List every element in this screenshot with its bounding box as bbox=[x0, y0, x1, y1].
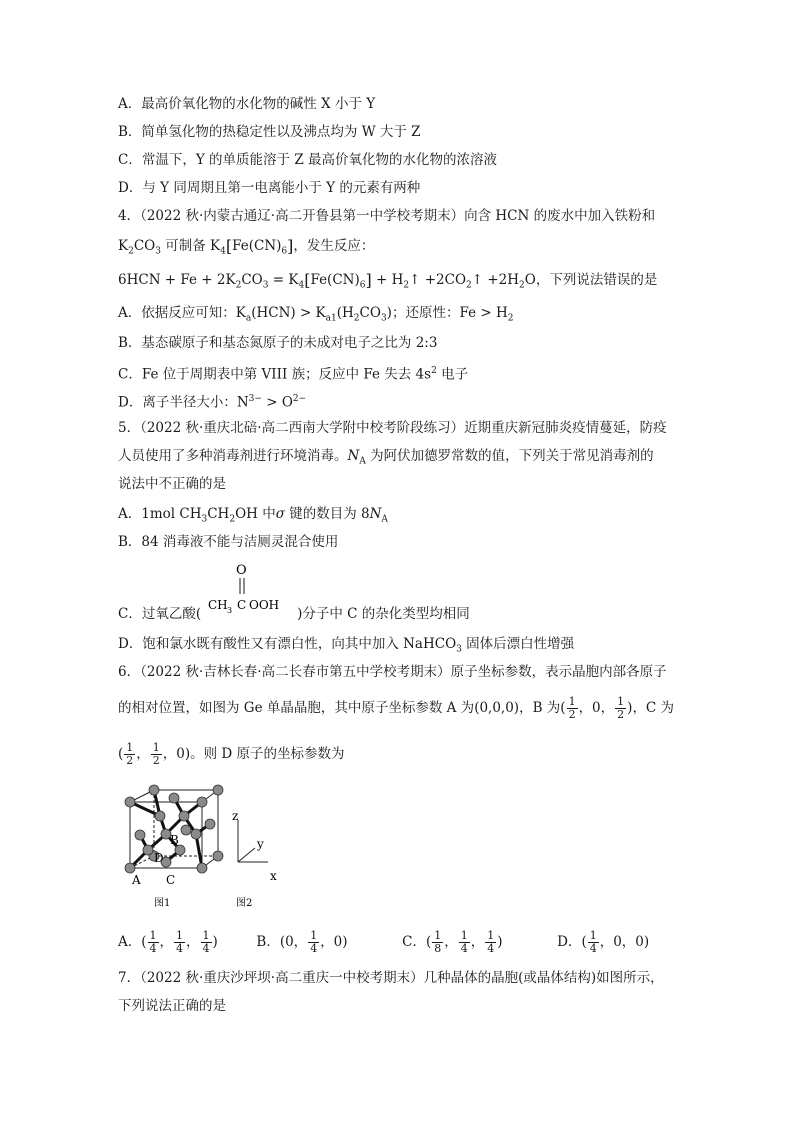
ooh-label: OOH bbox=[249, 598, 280, 612]
atom-a-label: A bbox=[132, 873, 141, 887]
ge-unit-cell-figure bbox=[118, 780, 298, 910]
atom-d-label: D bbox=[154, 851, 164, 865]
z-axis-label: z bbox=[232, 809, 239, 823]
q4-option-b: B．基态碳原子和基态氮原子的未成对电子之比为 2:3 bbox=[118, 335, 438, 351]
q4-stem-line2: $K_2CO_3$ 可制备 $K_4[Fe(CN)_6]$，发生反应： bbox=[118, 236, 375, 257]
q3-option-b: B．简单氢化物的热稳定性以及沸点均为 W 大于 Z bbox=[118, 124, 421, 140]
q5-option-b: B．84 消毒液不能与洁厕灵混合使用 bbox=[118, 534, 339, 550]
q6-stem-line1: 6．（2022 秋·吉林长春·高二长春市第五中学校考期末）原子坐标参数，表示晶胞内部各原子 bbox=[118, 664, 667, 680]
carbon-label: C bbox=[237, 598, 247, 612]
q6-option-a: A．( $\frac{1}{4}$ ， $\frac{1}{4}$ ， $\frac{1}{4}$ ) bbox=[118, 929, 218, 955]
q3-option-c: C．常温下，Y 的单质能溶于 Z 最高价氧化物的水化物的浓溶液 bbox=[118, 152, 497, 168]
q7-stem-line1: 7．（2022 秋·重庆沙坪坝·高二重庆一中校考期末）几种晶体的晶胞(或晶体结构)如图所示， bbox=[118, 970, 664, 986]
ch3-subscript: 3 bbox=[227, 606, 233, 615]
q5-option-c: C．过氧乙酸( )分子中 C 的杂化类型均相同 bbox=[118, 606, 470, 622]
y-axis-label: y bbox=[257, 837, 264, 851]
q3-option-d: D．与 Y 同周期且第一电离能小于 Y 的元素有两种 bbox=[118, 180, 421, 196]
atom-b-label: B bbox=[170, 833, 179, 847]
q6-stem-line3: ( $\frac{1}{2}$ ， $\frac{1}{2}$ ，0)。则 D 原子的坐标参数为 bbox=[118, 741, 345, 767]
q5-option-d: D．饱和氯水既有酸性又有漂白性，向其中加入 NaHCO$_3$ 固体后漂白性增强 bbox=[118, 636, 575, 655]
x-axis-label: x bbox=[270, 869, 277, 883]
q6-option-c: C．( $\frac{1}{8}$ ， $\frac{1}{4}$ ， $\frac{1}{4}$ ) bbox=[402, 929, 503, 955]
q6-option-d: D．( $\frac{1}{4}$ ，0，0) bbox=[557, 929, 650, 955]
q5-stem-line3: 说法中不正确的是 bbox=[118, 476, 226, 492]
q7-stem-line2: 下列说法正确的是 bbox=[118, 998, 226, 1014]
q4-option-c: C．Fe 位于周期表中第 VIII 族；反应中 Fe 失去 $4s^2$ 电子 bbox=[118, 366, 469, 383]
q5-option-a: A．1mol $CH_3CH_2OH$ 中σ 键的数目为 $8N_A$ bbox=[118, 506, 388, 525]
q5-stem-line2: 人员使用了多种消毒剂进行环境消毒。$N_A$ 为阿伏加德罗常数的值，下列关于常见消毒剂的 bbox=[118, 448, 654, 467]
q6-stem-line2: 的相对位置，如图为 Ge 单晶晶胞，其中原子坐标参数 A 为(0,0,0)，B 为( $\frac{1}{2}$ ，0， $\frac{1}{2}$ )，C 为 bbox=[118, 695, 675, 721]
q5-stem-line1: 5．（2022 秋·重庆北碚·高二西南大学附中校考阶段练习）近期重庆新冠肺炎疫情蔓延，防疫 bbox=[118, 420, 667, 436]
carbonyl-oxygen-label: O bbox=[236, 563, 247, 578]
q4-stem-line1: 4．（2022 秋·内蒙古通辽·高二开鲁县第一中学校考期末）向含 HCN 的废水中加入铁粉和 bbox=[118, 208, 656, 224]
fig1-caption: 图1 bbox=[154, 898, 171, 909]
q4-option-a: A．依据反应可知：$K_a(HCN) > K_{a1}(H_2CO_3)$；还原性：$Fe > H_2$ bbox=[118, 305, 514, 324]
q6-option-b: B．(0， $\frac{1}{4}$ ，0) bbox=[256, 929, 348, 955]
atom-c-label: C bbox=[166, 873, 176, 887]
q3-option-a: A．最高价氧化物的水化物的碱性 X 小于 Y bbox=[118, 96, 376, 112]
q6-options bbox=[118, 924, 649, 960]
q4-equation: $6HCN + Fe + 2K_2CO_3 = K_4[Fe(CN)_6]$ + $H_2↑$ $+2CO_2↑ +2H_2O$，下列说法错误的是 bbox=[118, 270, 658, 291]
q4-option-d: D．离子半径大小：$N^{3-} > O^{2-}$ bbox=[118, 394, 307, 411]
fig2-caption: 图2 bbox=[236, 898, 253, 909]
ch3-label: CH bbox=[208, 598, 228, 612]
